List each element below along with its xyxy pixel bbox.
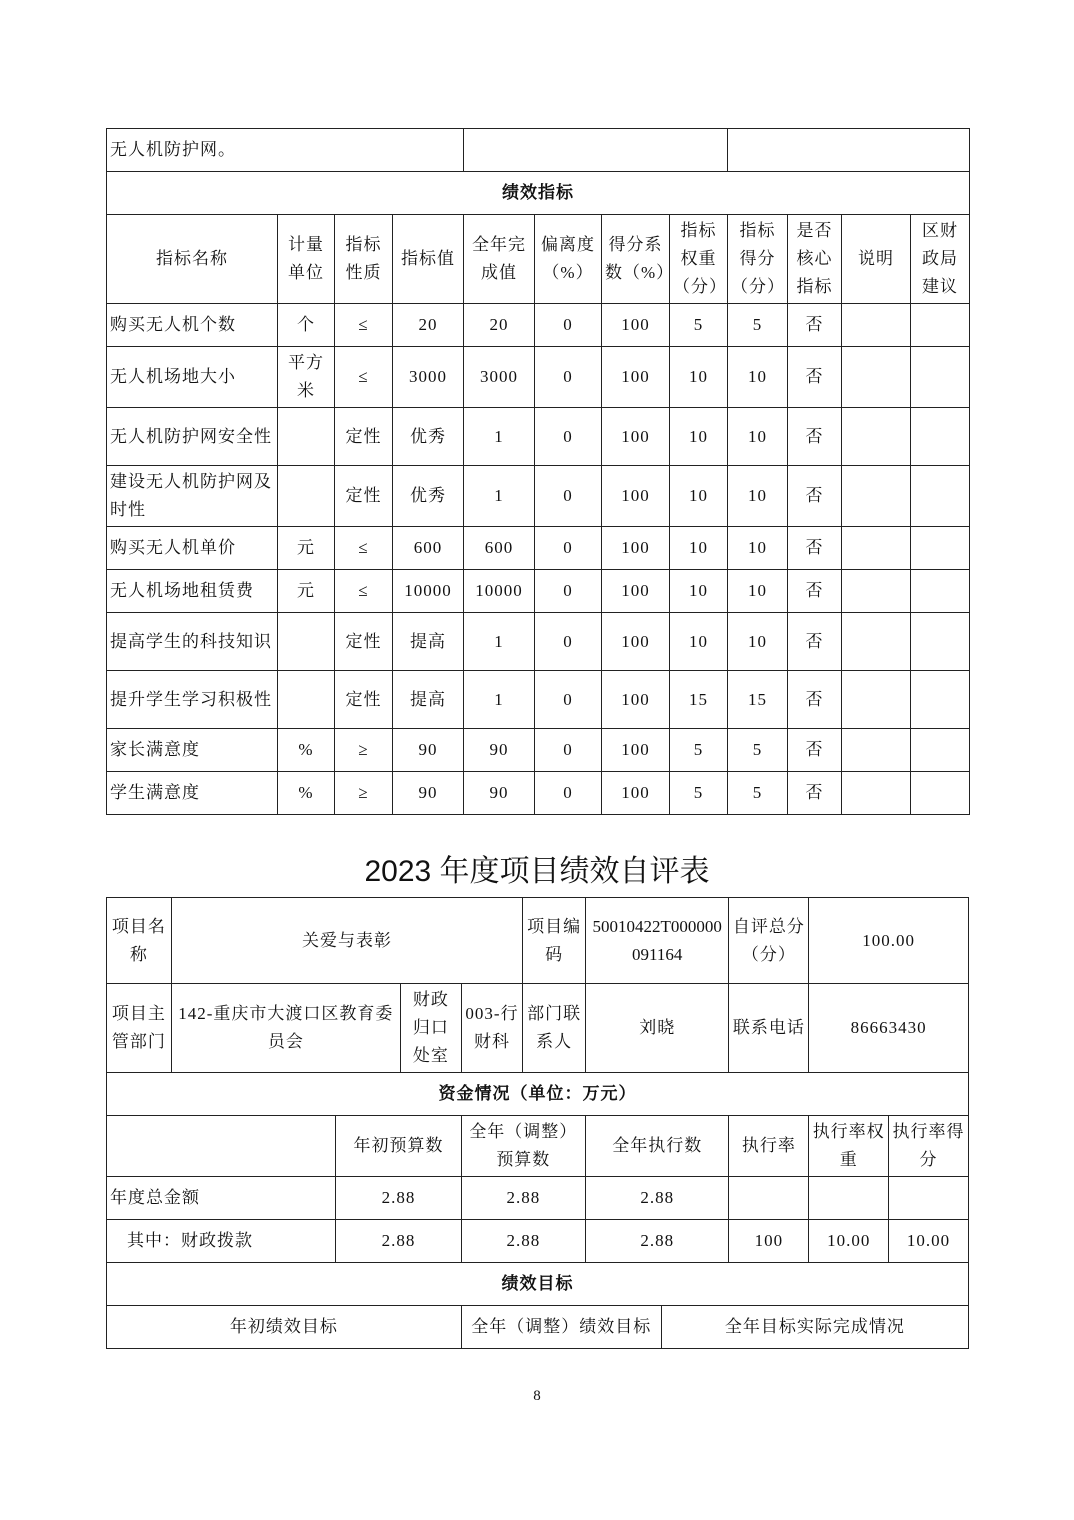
table-cell: 90 bbox=[464, 729, 535, 772]
table-cell: 2.88 bbox=[585, 1177, 729, 1220]
section-title: 绩效指标 bbox=[107, 172, 970, 215]
office-label: 财政归口处室 bbox=[401, 984, 462, 1073]
table-cell: 1 bbox=[464, 613, 535, 671]
table-row bbox=[107, 1116, 969, 1177]
table-cell: 2.88 bbox=[585, 1220, 729, 1263]
table-cell: 提升学生学习积极性 bbox=[107, 671, 278, 729]
dept-label: 项目主管部门 bbox=[107, 984, 172, 1073]
table-cell bbox=[911, 347, 970, 408]
table-cell bbox=[842, 613, 911, 671]
table-cell: ≤ bbox=[335, 527, 393, 570]
project-name: 关爱与表彰 bbox=[171, 898, 523, 984]
table-cell: 5 bbox=[670, 729, 728, 772]
table-cell bbox=[911, 613, 970, 671]
table-cell: 执行率 bbox=[729, 1116, 809, 1177]
table-cell: 执行率权重 bbox=[809, 1116, 889, 1177]
table-cell: 10 bbox=[670, 408, 728, 466]
table-cell: 100 bbox=[602, 671, 670, 729]
table-cell: 600 bbox=[393, 527, 464, 570]
table-cell: 15 bbox=[670, 671, 728, 729]
empty-cell bbox=[464, 129, 728, 172]
table-cell bbox=[911, 772, 970, 815]
table-cell: 10 bbox=[670, 613, 728, 671]
table-cell: 无人机场地大小 bbox=[107, 347, 278, 408]
table-row bbox=[107, 408, 970, 466]
table-cell: 提高学生的科技知识 bbox=[107, 613, 278, 671]
table-cell bbox=[911, 408, 970, 466]
contact-value: 刘晓 bbox=[585, 984, 729, 1073]
table-cell bbox=[809, 1177, 889, 1220]
table-cell: 0 bbox=[535, 570, 602, 613]
table-cell: 家长满意度 bbox=[107, 729, 278, 772]
table-cell: 2.88 bbox=[336, 1220, 461, 1263]
table-cell: ≤ bbox=[335, 304, 393, 347]
table-cell: 3000 bbox=[393, 347, 464, 408]
table-cell: 指标值 bbox=[393, 215, 464, 304]
table-cell: 0 bbox=[535, 347, 602, 408]
table-cell: 否 bbox=[788, 671, 842, 729]
table-cell bbox=[911, 466, 970, 527]
performance-indicator-table bbox=[106, 128, 970, 815]
table-cell: 年度总金额 bbox=[107, 1177, 336, 1220]
table-cell bbox=[842, 527, 911, 570]
table-cell: 元 bbox=[278, 570, 335, 613]
table-cell: 否 bbox=[788, 570, 842, 613]
table-cell: 指标性质 bbox=[335, 215, 393, 304]
table-cell bbox=[278, 613, 335, 671]
table-cell: 购买无人机个数 bbox=[107, 304, 278, 347]
phone-label: 联系电话 bbox=[729, 984, 809, 1073]
table-cell: 10 bbox=[670, 527, 728, 570]
table-cell: 指标名称 bbox=[107, 215, 278, 304]
table-cell bbox=[911, 570, 970, 613]
table-cell bbox=[842, 570, 911, 613]
table-row bbox=[107, 772, 970, 815]
funds-title: 资金情况（单位：万元） bbox=[107, 1073, 969, 1116]
table-cell: 3000 bbox=[464, 347, 535, 408]
table-cell: 10 bbox=[728, 570, 788, 613]
table-cell bbox=[889, 1177, 969, 1220]
table-cell: 5 bbox=[670, 304, 728, 347]
project-code-label: 项目编码 bbox=[523, 898, 586, 984]
table-cell: 10 bbox=[728, 408, 788, 466]
table-cell: 1 bbox=[464, 466, 535, 527]
table-cell: 100 bbox=[602, 527, 670, 570]
goals-title: 绩效目标 bbox=[107, 1263, 969, 1306]
table-cell: % bbox=[278, 729, 335, 772]
table-row bbox=[107, 347, 970, 408]
table-cell: 无人机防护网安全性 bbox=[107, 408, 278, 466]
table-cell: 100 bbox=[602, 729, 670, 772]
table-cell: 0 bbox=[535, 466, 602, 527]
table-row bbox=[107, 613, 970, 671]
table-row bbox=[107, 1220, 969, 1263]
table-cell: 指标权重（分） bbox=[670, 215, 728, 304]
table-cell: 否 bbox=[788, 772, 842, 815]
table-cell: 10 bbox=[728, 613, 788, 671]
score-value: 100.00 bbox=[809, 898, 969, 984]
table-cell: 优秀 bbox=[393, 408, 464, 466]
table-cell: 说明 bbox=[842, 215, 911, 304]
table-cell bbox=[729, 1177, 809, 1220]
table-cell: 无人机场地租赁费 bbox=[107, 570, 278, 613]
table-cell: 100 bbox=[602, 772, 670, 815]
empty-cell bbox=[728, 129, 970, 172]
table-cell bbox=[842, 729, 911, 772]
table-cell: 2.88 bbox=[461, 1220, 585, 1263]
table-cell: 0 bbox=[535, 408, 602, 466]
table-cell bbox=[842, 408, 911, 466]
table-cell: 600 bbox=[464, 527, 535, 570]
table-cell: 提高 bbox=[393, 671, 464, 729]
table-cell: 否 bbox=[788, 527, 842, 570]
table-cell: ≤ bbox=[335, 347, 393, 408]
table-cell: ≤ bbox=[335, 570, 393, 613]
table-cell: 全年目标实际完成情况 bbox=[661, 1306, 968, 1349]
table-cell: ≥ bbox=[335, 729, 393, 772]
table-cell: 指标得分（分） bbox=[728, 215, 788, 304]
phone-value: 86663430 bbox=[809, 984, 969, 1073]
table-cell: 5 bbox=[670, 772, 728, 815]
table-cell bbox=[842, 772, 911, 815]
table-cell: ≥ bbox=[335, 772, 393, 815]
table-cell: 提高 bbox=[393, 613, 464, 671]
table-cell: 90 bbox=[393, 772, 464, 815]
table-cell: 100 bbox=[602, 613, 670, 671]
table-row bbox=[107, 304, 970, 347]
contact-label: 部门联系人 bbox=[523, 984, 586, 1073]
table-cell: 10 bbox=[670, 466, 728, 527]
table-cell: 购买无人机单价 bbox=[107, 527, 278, 570]
table-cell: 执行率得分 bbox=[889, 1116, 969, 1177]
table-cell bbox=[842, 671, 911, 729]
table-cell bbox=[842, 304, 911, 347]
table-cell: 偏离度（%） bbox=[535, 215, 602, 304]
table-cell: 建设无人机防护网及时性 bbox=[107, 466, 278, 527]
table-cell: 区财政局建议 bbox=[911, 215, 970, 304]
page-title: 2023 年度项目绩效自评表 bbox=[364, 855, 710, 888]
table-cell: 0 bbox=[535, 772, 602, 815]
table-cell: 10.00 bbox=[809, 1220, 889, 1263]
table-cell: 20 bbox=[393, 304, 464, 347]
table-cell bbox=[911, 729, 970, 772]
table-cell bbox=[911, 527, 970, 570]
table-cell: 10 bbox=[670, 347, 728, 408]
table-cell: 100 bbox=[602, 466, 670, 527]
table-cell: 100 bbox=[602, 570, 670, 613]
table-cell: 否 bbox=[788, 613, 842, 671]
table-cell: 否 bbox=[788, 466, 842, 527]
table-cell: 2.88 bbox=[336, 1177, 461, 1220]
table-row bbox=[107, 466, 970, 527]
table-row bbox=[107, 570, 970, 613]
table-cell: 全年（调整）绩效目标 bbox=[461, 1306, 661, 1349]
table-cell: 5 bbox=[728, 729, 788, 772]
table-row bbox=[107, 729, 970, 772]
table-cell: 其中：财政拨款 bbox=[107, 1220, 336, 1263]
table-cell: 定性 bbox=[335, 671, 393, 729]
table-cell: 平方米 bbox=[278, 347, 335, 408]
table-cell: 否 bbox=[788, 729, 842, 772]
table-cell bbox=[278, 408, 335, 466]
table-cell: 优秀 bbox=[393, 466, 464, 527]
table-cell: 0 bbox=[535, 527, 602, 570]
table-cell: 0 bbox=[535, 729, 602, 772]
table-cell: 10 bbox=[728, 347, 788, 408]
table-cell: 15 bbox=[728, 671, 788, 729]
table-cell: 100 bbox=[602, 347, 670, 408]
table-cell: 全年（调整）预算数 bbox=[461, 1116, 585, 1177]
table-cell: 100 bbox=[602, 408, 670, 466]
table-cell: 10.00 bbox=[889, 1220, 969, 1263]
table-cell: 100 bbox=[602, 304, 670, 347]
table-cell: 0 bbox=[535, 304, 602, 347]
page-number: 8 bbox=[533, 1388, 541, 1404]
table-cell: 0 bbox=[535, 613, 602, 671]
table-cell: 1 bbox=[464, 408, 535, 466]
table-cell: 年初预算数 bbox=[336, 1116, 461, 1177]
table-cell: 否 bbox=[788, 304, 842, 347]
table-cell: 10000 bbox=[393, 570, 464, 613]
table-cell: 20 bbox=[464, 304, 535, 347]
table-cell: 全年完成值 bbox=[464, 215, 535, 304]
table-cell: 5 bbox=[728, 304, 788, 347]
table-cell: 是否核心指标 bbox=[788, 215, 842, 304]
table-cell bbox=[911, 671, 970, 729]
table-cell: 2.88 bbox=[461, 1177, 585, 1220]
table-cell: 10 bbox=[670, 570, 728, 613]
table-cell bbox=[278, 466, 335, 527]
table-cell: 0 bbox=[535, 671, 602, 729]
continuation-text: 无人机防护网。 bbox=[107, 129, 464, 172]
table-cell bbox=[842, 347, 911, 408]
table-cell: 个 bbox=[278, 304, 335, 347]
table-cell: 100 bbox=[729, 1220, 809, 1263]
score-label: 自评总分（分） bbox=[729, 898, 809, 984]
project-name-label: 项目名称 bbox=[107, 898, 172, 984]
table-row bbox=[107, 527, 970, 570]
table-cell bbox=[842, 466, 911, 527]
goals-header-row bbox=[107, 1306, 969, 1349]
table-cell: 10 bbox=[728, 466, 788, 527]
table-cell bbox=[911, 304, 970, 347]
table-cell bbox=[107, 1116, 336, 1177]
table-cell: 计量单位 bbox=[278, 215, 335, 304]
table-row bbox=[107, 1177, 969, 1220]
table-cell: 10000 bbox=[464, 570, 535, 613]
office-value: 003-行财科 bbox=[461, 984, 523, 1073]
table-cell: 90 bbox=[393, 729, 464, 772]
table-cell: 定性 bbox=[335, 466, 393, 527]
table-cell: 定性 bbox=[335, 408, 393, 466]
header-row bbox=[107, 215, 970, 304]
table-cell: 1 bbox=[464, 671, 535, 729]
table-cell bbox=[278, 671, 335, 729]
table-cell: % bbox=[278, 772, 335, 815]
dept-value: 142-重庆市大渡口区教育委员会 bbox=[171, 984, 400, 1073]
table-cell: 否 bbox=[788, 347, 842, 408]
table-cell: 元 bbox=[278, 527, 335, 570]
table-cell: 5 bbox=[728, 772, 788, 815]
table-cell: 学生满意度 bbox=[107, 772, 278, 815]
table-cell: 得分系数（%） bbox=[602, 215, 670, 304]
table-cell: 10 bbox=[728, 527, 788, 570]
table-row bbox=[107, 671, 970, 729]
continuation-row bbox=[107, 129, 970, 172]
table-cell: 90 bbox=[464, 772, 535, 815]
table-cell: 全年执行数 bbox=[585, 1116, 729, 1177]
project-code: 50010422T000000091164 bbox=[585, 898, 729, 984]
table-cell: 定性 bbox=[335, 613, 393, 671]
table-cell: 年初绩效目标 bbox=[107, 1306, 462, 1349]
table-cell: 否 bbox=[788, 408, 842, 466]
self-evaluation-table bbox=[106, 897, 969, 1349]
